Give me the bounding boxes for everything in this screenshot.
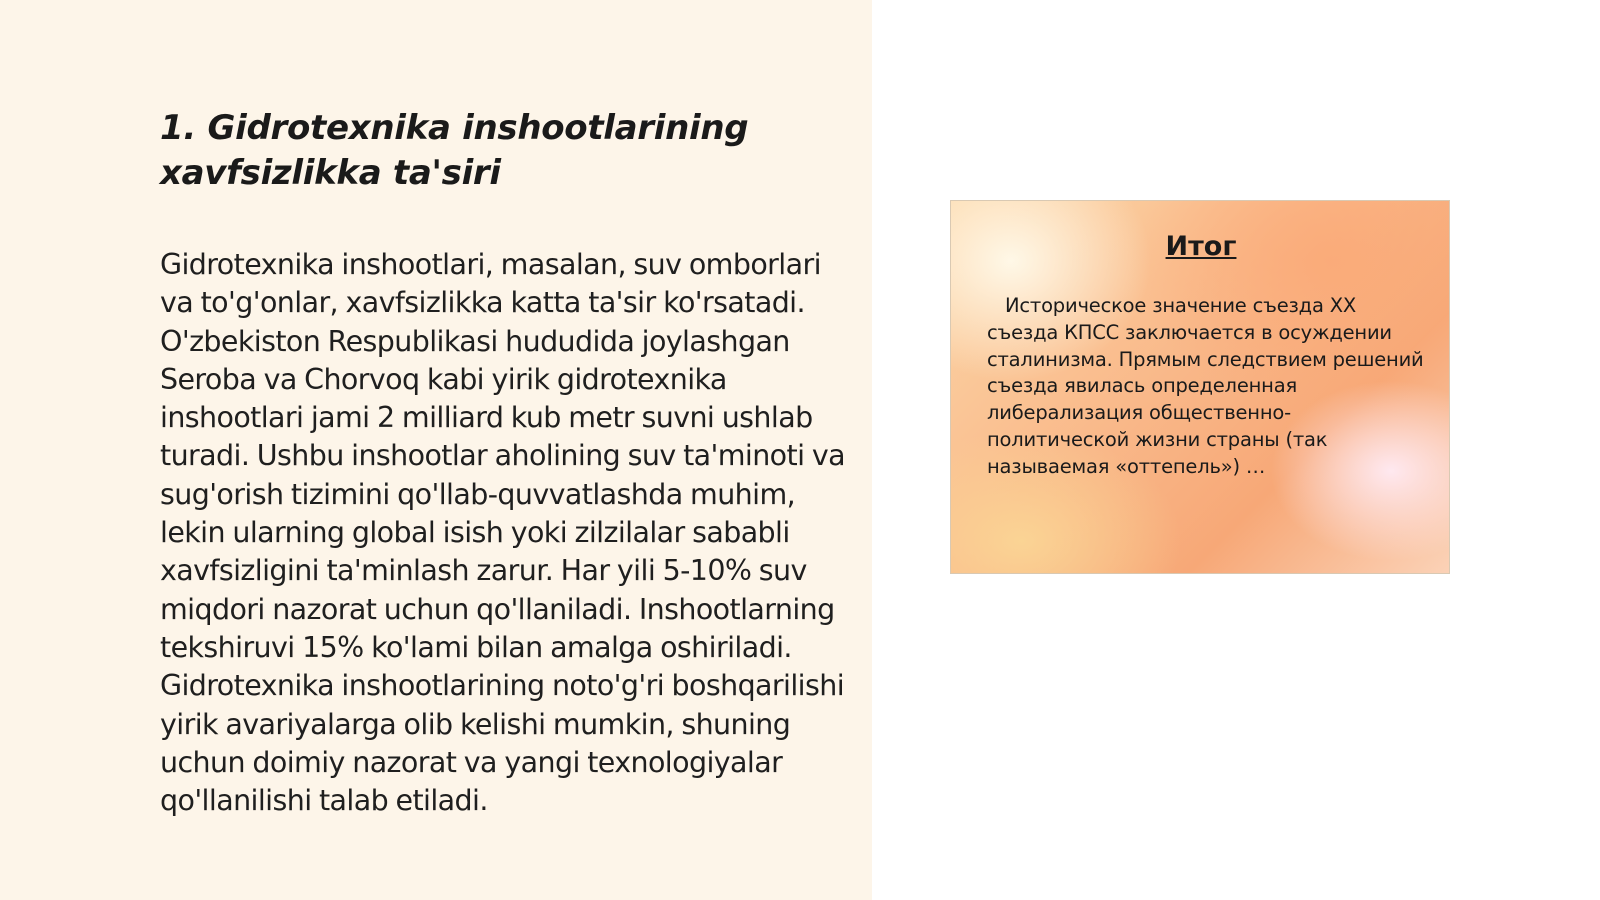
slide-body-text: Gidrotexnika inshootlari, masalan, suv omborlari va to'g'onlar, xavfsizlikka katta ta'sir ko'rsatadi. O'zbekiston Respublikasi hududida joylashgan Seroba va Chorvoq kabi yirik gidrotexnika inshootlari jami 2 milliard kub metr suvni ushlab turadi. Ushbu inshootlar aholining suv ta'minoti va sug'orish tizimini qo'llab-quvvatlashda muhim, lekin ularning global isish yoki zilzilalar sababli xavfsizligini ta'minlash zarur. Har yili 5-10% suv miqdori nazorat uchun qo'llaniladi. Inshootlarning tekshiruvi 15% ko'lami bilan amalga oshiriladi. Gidrotexnika inshootlarining noto'g'ri boshqarilishi yirik avariyalarga olib kelishi mumkin, shuning uchun doimiy nazorat va yangi texnologiyalar qo'llanilishi talab etiladi.	[160, 248, 846, 818]
card-text: Историческое значение съезда XX съезда КПСС заключается в осуждении сталинизма. Прямым следствием решений съезда явилась определенная либерализация общественно-политической жизни страны (так называемая «оттепель») …	[987, 294, 1424, 478]
summary-image-card	[950, 200, 1450, 574]
card-title: Итог	[1165, 231, 1237, 262]
slide-heading: 1. Gidrotexnika inshootlarining xavfsizlikka ta'siri	[160, 108, 749, 193]
